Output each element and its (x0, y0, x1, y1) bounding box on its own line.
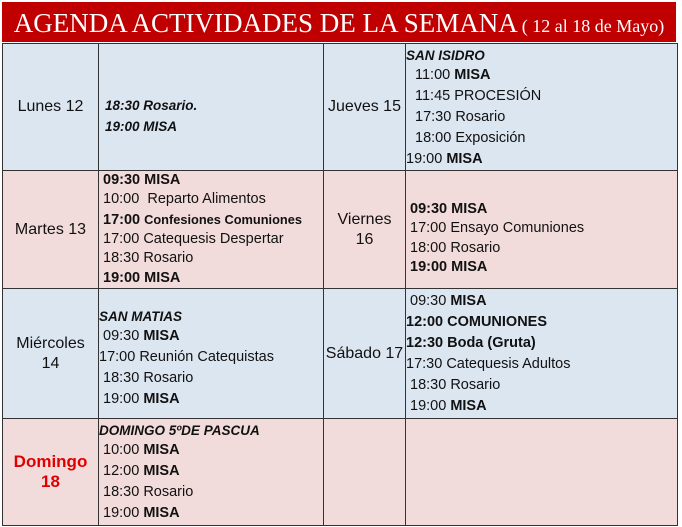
day-label: Sábado 17 (325, 344, 404, 362)
event-line: 11:00 MISA (415, 66, 491, 83)
day-cell-domingo (3, 419, 99, 526)
events-cell-jueves (406, 44, 678, 171)
day-number: 18 (41, 472, 60, 491)
event-line: 12:00 COMUNIONES (406, 313, 548, 330)
event-line: 18:30 Rosario (103, 483, 194, 500)
event-line: 12:00 MISA (103, 462, 180, 479)
agenda-row (3, 44, 678, 171)
event-line: 19:00 MISA (406, 150, 483, 167)
empty-cell (324, 419, 406, 526)
day-number: 14 (41, 354, 60, 372)
event-line: 19:00 MISA (410, 397, 487, 414)
day-label: Lunes 12 (17, 98, 84, 115)
event-line: 11:45 PROCESIÓN (415, 87, 542, 104)
event-line: 12:30 Boda (Gruta) (406, 334, 536, 351)
events-cell-miercoles (99, 289, 324, 419)
day-label: Martes 13 (14, 220, 87, 238)
event-line: 10:00 MISA (103, 441, 180, 458)
day-cell-lunes (3, 44, 99, 171)
day-number: 16 (355, 230, 374, 248)
event-line: 19:00 MISA (105, 119, 178, 134)
agenda-dates: ( 12 al 18 de Mayo) (521, 16, 665, 36)
day-cell-viernes (324, 171, 406, 289)
event-line: 18:00 Rosario (410, 239, 501, 256)
events-cell-lunes (99, 44, 324, 171)
event-line: 19:00 MISA (410, 258, 488, 275)
event-line: 17:00 Catequesis Despertar (103, 231, 284, 247)
day-cell-sabado (324, 289, 406, 419)
day-title: DOMINGO 5ºDE PASCUA (99, 422, 260, 438)
day-title: SAN ISIDRO (406, 47, 485, 63)
day-label: Jueves 15 (328, 98, 401, 115)
day-title: SAN MATIAS (99, 309, 182, 324)
day-label: Viernes (337, 210, 392, 228)
event-line: 19:00 MISA (103, 269, 181, 286)
day-label: Miércoles (16, 334, 85, 352)
event-line: 19:00 MISA (103, 504, 180, 521)
day-cell-jueves (324, 44, 406, 171)
event-line: 09:30 MISA (103, 172, 181, 189)
event-line: 17:30 Rosario (415, 108, 506, 125)
event-line: 09:30 MISA (103, 328, 180, 344)
event-line: 17:00 Ensayo Comuniones (410, 220, 585, 237)
agenda-row (3, 289, 678, 419)
agenda-row (3, 419, 678, 526)
events-cell-domingo (99, 419, 324, 526)
event-line: 10:00 Reparto Alimentos (103, 191, 266, 208)
event-line: 18:30 Rosario (410, 376, 501, 393)
agenda-table (2, 43, 678, 526)
event-line: 18:30 Rosario (103, 250, 194, 267)
event-line: 09:30 MISA (410, 292, 487, 309)
event-line: 17:00 Reunión Catequistas (99, 349, 274, 365)
day-cell-martes (3, 171, 99, 289)
event-line: 17:30 Catequesis Adultos (406, 355, 571, 372)
day-cell-miercoles (3, 289, 99, 419)
empty-cell (406, 419, 678, 526)
event-line: 18:30 Rosario. (105, 98, 198, 113)
event-line: 17:00 Confesiones Comuniones (103, 211, 302, 228)
events-cell-viernes (406, 171, 678, 289)
events-cell-martes (99, 171, 324, 289)
event-line: 18:00 Exposición (415, 129, 526, 146)
day-label: Domingo (13, 452, 88, 471)
agenda-header (2, 2, 676, 42)
events-cell-sabado (406, 289, 678, 419)
event-line: 18:30 Rosario (103, 370, 194, 386)
agenda-title: AGENDA ACTIVIDADES DE LA SEMANA (13, 8, 518, 38)
event-line: 19:00 MISA (103, 391, 180, 407)
agenda-row (3, 171, 678, 289)
event-line: 09:30 MISA (410, 200, 488, 217)
